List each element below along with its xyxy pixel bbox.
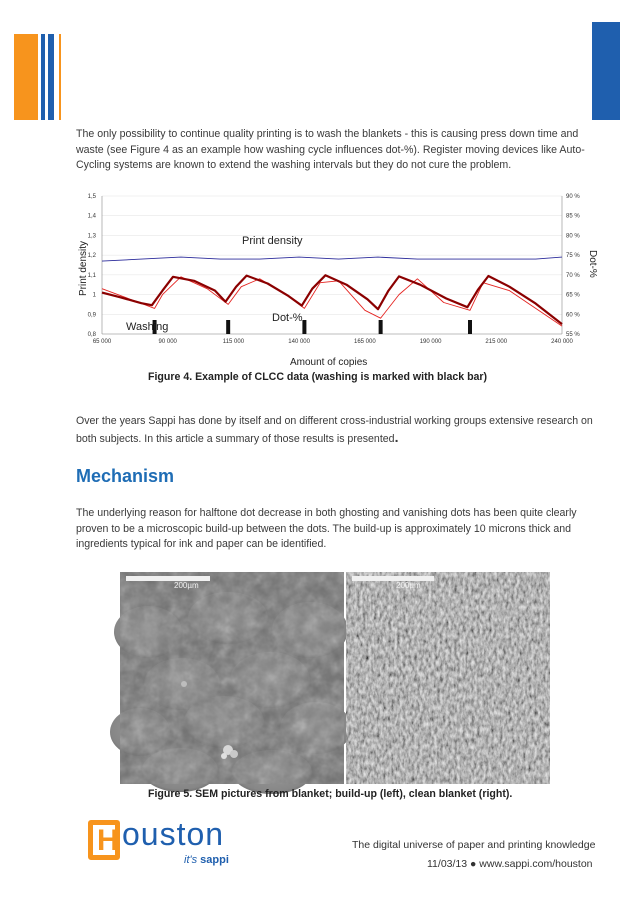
y-tick-label: 0,9 xyxy=(87,312,96,319)
figure4-chart xyxy=(76,192,598,370)
y-tick-label: 1,5 xyxy=(87,194,96,200)
y2-tick-label: 65 % xyxy=(566,292,580,299)
x-tick-label: 115 000 xyxy=(222,339,245,345)
footer-bullet: ● xyxy=(470,858,477,870)
figure5-sem-left xyxy=(120,572,344,784)
y2-tick-label: 75 % xyxy=(566,253,580,260)
x-tick-label: 240 000 xyxy=(551,339,573,345)
logo-tagline-brand: sappi xyxy=(200,854,229,866)
y2-axis-title: Dot-% xyxy=(587,250,598,278)
header-bar-blue-1 xyxy=(41,34,45,120)
x-axis-title: Amount of copies xyxy=(290,357,368,368)
footer-date-url xyxy=(427,858,593,870)
header-bar-blue-2 xyxy=(48,34,54,120)
y2-tick-label: 80 % xyxy=(566,233,580,240)
washing-bar xyxy=(226,320,230,334)
y-tick-label: 1,4 xyxy=(87,213,96,220)
footer-tagline: The digital universe of paper and printing knowledge xyxy=(352,839,596,851)
x-tick-label: 90 000 xyxy=(158,339,177,345)
y-axis-title: Print density xyxy=(78,240,89,296)
y-tick-label: 1,3 xyxy=(87,233,96,240)
scale-label-right: 200µm xyxy=(396,581,421,590)
logo-tagline-prefix: it's xyxy=(184,854,201,866)
section-heading-mechanism: Mechanism xyxy=(76,466,175,486)
y-tick-label: 1,2 xyxy=(87,253,96,260)
header-decoration xyxy=(14,34,74,120)
x-tick-label: 140 000 xyxy=(288,339,310,345)
scale-bar-right xyxy=(352,576,434,581)
figure4-caption: Figure 4. Example of CLCC data (washing is marked with black bar) xyxy=(148,371,488,383)
y2-tick-label: 70 % xyxy=(566,272,580,279)
x-tick-label: 190 000 xyxy=(419,339,442,345)
y2-tick-label: 90 % xyxy=(566,194,580,200)
mechanism-paragraph: The underlying reason for halftone dot decrease in both ghosting and vanishing dots has been quite clearly proven to be a microscopic build-up between the dots. The build-up is approximately 10 microns thick and ingredients typical for ink and paper can be identified. xyxy=(76,507,577,550)
y2-tick-label: 60 % xyxy=(566,312,580,319)
logo-tagline xyxy=(184,854,229,866)
logo-word: ouston xyxy=(122,816,225,852)
header-bar-orange-thin xyxy=(59,34,61,120)
logo-h-box xyxy=(88,820,120,860)
houston-logo[interactable] xyxy=(88,816,264,868)
scale-label-left: 200µm xyxy=(174,581,199,590)
second-paragraph-period: . xyxy=(394,428,399,445)
plot-background xyxy=(102,196,562,334)
figure5-sem-right xyxy=(346,572,550,784)
header-bar-orange xyxy=(14,34,38,120)
y2-tick-label: 55 % xyxy=(566,332,580,338)
washing-bar xyxy=(302,320,306,334)
x-tick-label: 215 000 xyxy=(485,339,508,345)
y-tick-label: 1,1 xyxy=(87,272,96,279)
intro-paragraph: The only possibility to continue quality printing is to wash the blankets - this is causing press down time and waste (see Figure 4 as an example how washing cycle influences dot-%). Register moving devices like Auto-Cycling systems are known to extend the washing intervals but they do not cure the problem. xyxy=(76,128,585,171)
annotation-washing: Washing xyxy=(126,321,169,333)
x-tick-label: 65 000 xyxy=(92,339,112,345)
figure5-caption: Figure 5. SEM pictures from blanket; build-up (left), clean blanket (right). xyxy=(148,788,513,800)
y-tick-label: 0,8 xyxy=(87,332,96,338)
logo-letter: H xyxy=(97,824,119,857)
y2-tick-label: 85 % xyxy=(566,213,580,220)
washing-bar xyxy=(379,320,383,334)
header-bar-blue-right xyxy=(592,22,620,120)
annotation-print-density: Print density xyxy=(242,235,303,247)
x-tick-label: 165 000 xyxy=(354,339,376,345)
second-paragraph xyxy=(76,414,596,447)
footer-url-link[interactable]: www.sappi.com/houston xyxy=(479,858,593,870)
second-paragraph-text: Over the years Sappi has done by itself and on different cross-industrial working groups extensive research on both subjects. In this article a summary of those results is presented xyxy=(76,415,593,445)
footer-date: 11/03/13 xyxy=(427,858,468,870)
y-tick-label: 1 xyxy=(92,292,96,299)
washing-bar xyxy=(468,320,472,334)
annotation-dot-percent: Dot-% xyxy=(272,312,303,324)
